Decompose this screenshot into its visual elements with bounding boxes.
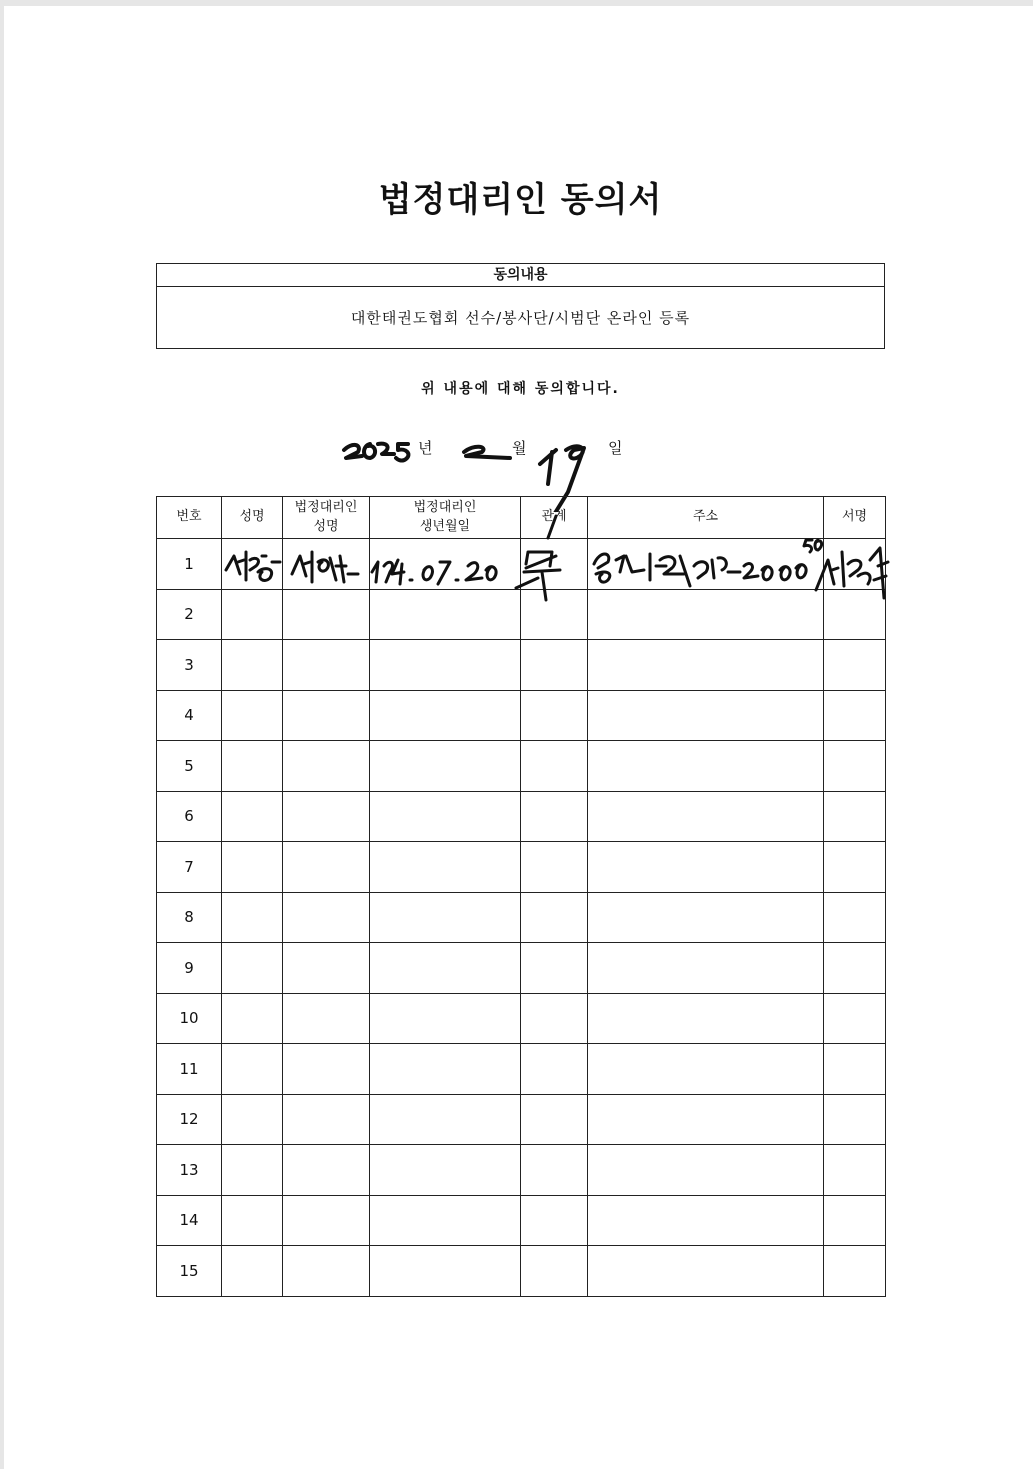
table-header-row <box>157 497 886 539</box>
relation-cell[interactable] <box>521 690 588 741</box>
relation-cell[interactable] <box>521 589 588 640</box>
rep-name-cell[interactable] <box>283 1145 370 1196</box>
row-number: 14 <box>157 1195 222 1246</box>
rep-name-cell[interactable] <box>283 589 370 640</box>
relation-cell[interactable] <box>521 993 588 1044</box>
address-cell[interactable] <box>588 993 824 1044</box>
rep-birth-cell[interactable] <box>370 1044 521 1095</box>
address-cell[interactable] <box>588 1094 824 1145</box>
name-cell[interactable] <box>222 589 283 640</box>
rep-name-cell[interactable] <box>283 640 370 691</box>
name-cell[interactable] <box>222 993 283 1044</box>
relation-cell[interactable] <box>521 1094 588 1145</box>
document-title: 법정대리인 동의서 <box>378 180 663 220</box>
rep-name-cell[interactable] <box>283 842 370 893</box>
table-row <box>157 1094 886 1145</box>
header-signature: 서명 <box>824 497 886 539</box>
guardian-table <box>156 496 886 1297</box>
consent-header: 동의내용 <box>157 264 884 287</box>
table-row <box>157 791 886 842</box>
address-cell[interactable] <box>588 943 824 994</box>
row-number: 3 <box>157 640 222 691</box>
rep-name-cell[interactable] <box>283 741 370 792</box>
relation-cell[interactable] <box>521 892 588 943</box>
table-row <box>157 993 886 1044</box>
name-cell[interactable] <box>222 690 283 741</box>
month-label: 월 <box>512 439 527 457</box>
name-cell[interactable] <box>222 1044 283 1095</box>
relation-cell[interactable] <box>521 943 588 994</box>
address-cell[interactable] <box>588 1044 824 1095</box>
relation-cell[interactable] <box>521 1145 588 1196</box>
rep-name-cell[interactable] <box>283 1195 370 1246</box>
table-row <box>157 943 886 994</box>
row-number: 7 <box>157 842 222 893</box>
rep-birth-cell[interactable] <box>370 640 521 691</box>
rep-birth-cell[interactable] <box>370 993 521 1044</box>
rep-birth-cell[interactable] <box>370 943 521 994</box>
header-rep-birth-line1: 법정대리인 <box>413 499 477 515</box>
signature-cell[interactable] <box>824 690 886 741</box>
rep-birth-cell[interactable] <box>370 842 521 893</box>
name-cell[interactable] <box>222 640 283 691</box>
relation-cell[interactable] <box>521 539 588 590</box>
date-line <box>0 432 1033 462</box>
signature-cell[interactable] <box>824 1094 886 1145</box>
rep-name-cell[interactable] <box>283 1044 370 1095</box>
table-row <box>157 741 886 792</box>
row-number: 12 <box>157 1094 222 1145</box>
address-cell[interactable] <box>588 791 824 842</box>
signature-cell[interactable] <box>824 741 886 792</box>
name-cell[interactable] <box>222 741 283 792</box>
consent-box <box>156 263 885 349</box>
address-cell[interactable] <box>588 1195 824 1246</box>
address-cell[interactable] <box>588 589 824 640</box>
rep-birth-cell[interactable] <box>370 741 521 792</box>
relation-cell[interactable] <box>521 640 588 691</box>
name-cell[interactable] <box>222 1094 283 1145</box>
row-number: 6 <box>157 791 222 842</box>
row-number: 5 <box>157 741 222 792</box>
rep-birth-cell[interactable] <box>370 1246 521 1297</box>
header-relation: 관계 <box>521 497 588 539</box>
name-cell[interactable] <box>222 539 283 590</box>
name-cell[interactable] <box>222 1145 283 1196</box>
row-number: 15 <box>157 1246 222 1297</box>
year-label: 년 <box>418 439 433 457</box>
name-cell[interactable] <box>222 892 283 943</box>
rep-name-cell[interactable] <box>283 993 370 1044</box>
row-number: 1 <box>157 539 222 590</box>
rep-name-cell[interactable] <box>283 943 370 994</box>
address-cell[interactable] <box>588 842 824 893</box>
relation-cell[interactable] <box>521 1195 588 1246</box>
table-row <box>157 1145 886 1196</box>
address-cell[interactable] <box>588 892 824 943</box>
relation-cell[interactable] <box>521 741 588 792</box>
signature-cell[interactable] <box>824 539 886 590</box>
header-rep-name <box>283 497 370 539</box>
table-row <box>157 842 886 893</box>
signature-cell[interactable] <box>824 1195 886 1246</box>
rep-birth-cell[interactable] <box>370 539 521 590</box>
name-cell[interactable] <box>222 1246 283 1297</box>
rep-birth-cell[interactable] <box>370 1145 521 1196</box>
header-number: 번호 <box>157 497 222 539</box>
name-cell[interactable] <box>222 943 283 994</box>
signature-cell[interactable] <box>824 842 886 893</box>
rep-name-cell[interactable] <box>283 1246 370 1297</box>
header-address: 주소 <box>588 497 824 539</box>
row-number: 13 <box>157 1145 222 1196</box>
rep-birth-cell[interactable] <box>370 1195 521 1246</box>
row-number: 9 <box>157 943 222 994</box>
header-name: 성명 <box>222 497 283 539</box>
table-row <box>157 892 886 943</box>
signature-cell[interactable] <box>824 791 886 842</box>
address-cell[interactable] <box>588 741 824 792</box>
rep-name-cell[interactable] <box>283 892 370 943</box>
signature-cell[interactable] <box>824 943 886 994</box>
rep-birth-cell[interactable] <box>370 589 521 640</box>
rep-name-cell[interactable] <box>283 539 370 590</box>
header-rep-name-line2: 성명 <box>313 518 339 534</box>
day-label: 일 <box>608 439 623 457</box>
header-rep-birth <box>370 497 521 539</box>
address-cell[interactable] <box>588 539 824 590</box>
table-row <box>157 690 886 741</box>
name-cell[interactable] <box>222 842 283 893</box>
row-number: 11 <box>157 1044 222 1095</box>
relation-cell[interactable] <box>521 842 588 893</box>
address-cell[interactable] <box>588 1145 824 1196</box>
signature-cell[interactable] <box>824 589 886 640</box>
signature-cell[interactable] <box>824 892 886 943</box>
rep-birth-cell[interactable] <box>370 892 521 943</box>
table-row <box>157 640 886 691</box>
relation-cell[interactable] <box>521 791 588 842</box>
signature-cell[interactable] <box>824 640 886 691</box>
signature-cell[interactable] <box>824 1246 886 1297</box>
relation-cell[interactable] <box>521 1246 588 1297</box>
rep-name-cell[interactable] <box>283 1094 370 1145</box>
address-cell[interactable] <box>588 690 824 741</box>
signature-cell[interactable] <box>824 993 886 1044</box>
address-cell[interactable] <box>588 640 824 691</box>
rep-birth-cell[interactable] <box>370 791 521 842</box>
name-cell[interactable] <box>222 791 283 842</box>
row-number: 8 <box>157 892 222 943</box>
address-cell[interactable] <box>588 1246 824 1297</box>
table-row <box>157 589 886 640</box>
table-row <box>157 1044 886 1095</box>
row-number: 4 <box>157 690 222 741</box>
consent-content: 대한태권도협회 선수/봉사단/시범단 온라인 등록 <box>350 309 691 327</box>
rep-name-cell[interactable] <box>283 690 370 741</box>
row-number: 10 <box>157 993 222 1044</box>
rep-birth-cell[interactable] <box>370 690 521 741</box>
agree-statement: 위 내용에 대해 동의합니다. <box>421 381 620 397</box>
signature-cell[interactable] <box>824 1145 886 1196</box>
row-number: 2 <box>157 589 222 640</box>
table-row <box>157 1195 886 1246</box>
rep-birth-cell[interactable] <box>370 1094 521 1145</box>
name-cell[interactable] <box>222 1195 283 1246</box>
header-rep-birth-line2: 생년월일 <box>419 518 471 534</box>
table-row <box>157 1246 886 1297</box>
header-rep-name-line1: 법정대리인 <box>294 499 358 515</box>
table-row <box>157 539 886 590</box>
rep-name-cell[interactable] <box>283 791 370 842</box>
relation-cell[interactable] <box>521 1044 588 1095</box>
signature-cell[interactable] <box>824 1044 886 1095</box>
